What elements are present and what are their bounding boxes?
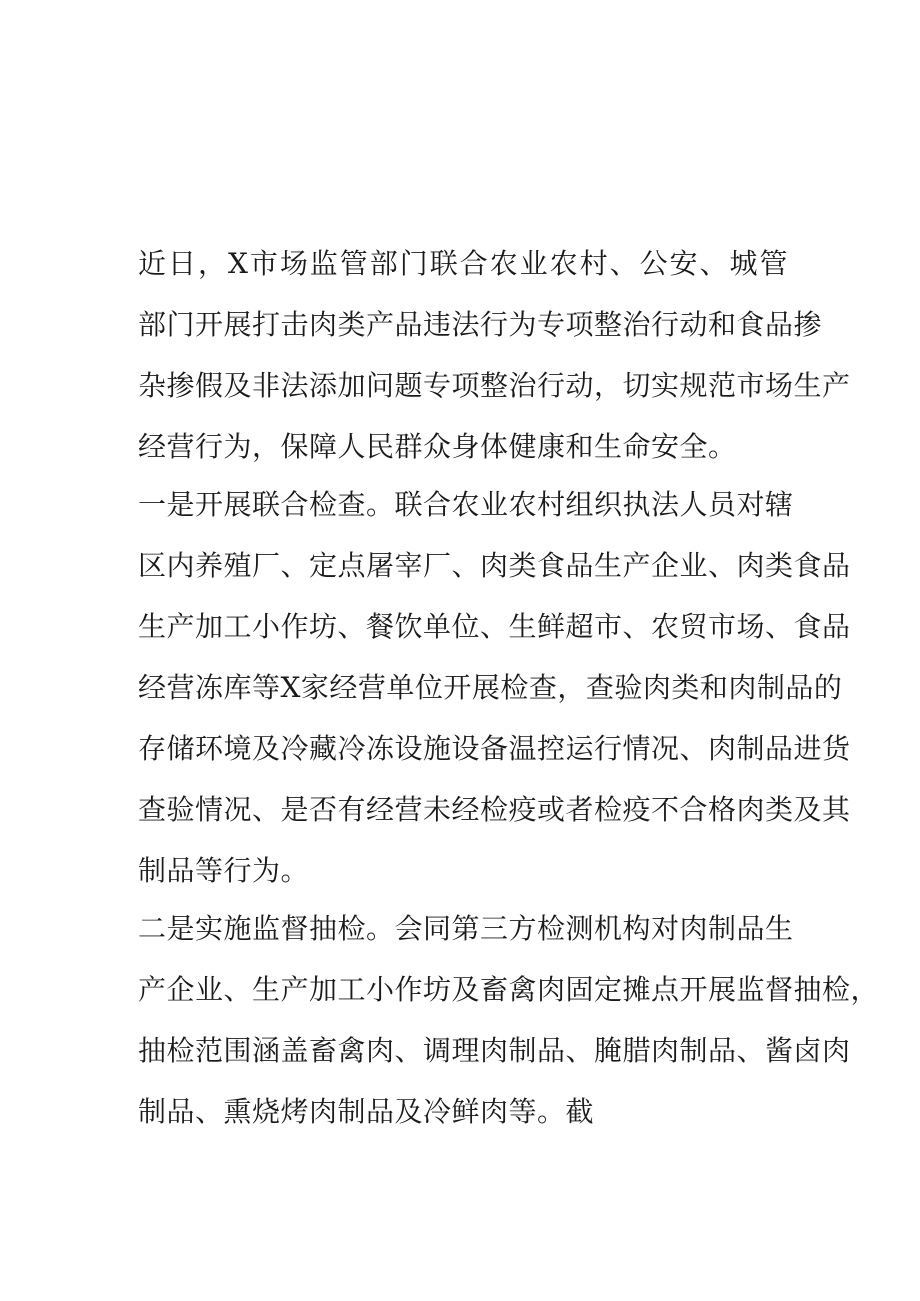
paragraph-joint-inspection <box>138 474 851 901</box>
paragraph-line: 经营冻库等X家经营单位开展检查，查验肉类和肉制品的 <box>138 671 843 704</box>
paragraph-line: 近日，X市场监管部门联合农业农村、公安、城管 <box>138 247 788 280</box>
paragraph-supervision-sampling <box>138 898 880 1142</box>
paragraph-line: 杂掺假及非法添加问题专项整治行动，切实规范市场生产 <box>138 369 851 402</box>
paragraph-line: 制品、熏烧烤肉制品及冷鲜肉等。截 <box>138 1095 595 1128</box>
paragraph-line: 抽检范围涵盖畜禽肉、调理肉制品、腌腊肉制品、酱卤肉 <box>138 1034 851 1067</box>
paragraph-line: 一是开展联合检查。联合农业农村组织执法人员对辖 <box>138 488 794 521</box>
paragraph-line: 部门开展打击肉类产品违法行为专项整治行动和食品掺 <box>138 308 823 341</box>
paragraph-line: 存储环境及冷藏冷冻设施设备温控运行情况、肉制品进货 <box>138 732 851 765</box>
paragraph-line: 二是实施监督抽检。会同第三方检测机构对肉制品生 <box>138 912 794 945</box>
paragraph-line: 经营行为，保障人民群众身体健康和生命安全。 <box>138 430 737 463</box>
paragraph-line: 制品等行为。 <box>138 854 310 887</box>
paragraph-line: 区内养殖厂、定点屠宰厂、肉类食品生产企业、肉类食品 <box>138 549 851 582</box>
paragraph-line: 查验情况、是否有经营未经检疫或者检疫不合格肉类及其 <box>138 793 851 826</box>
paragraph-line: 生产加工小作坊、餐饮单位、生鲜超市、农贸市场、食品 <box>138 610 851 643</box>
paragraph-line: 产企业、生产加工小作坊及畜禽肉固定摊点开展监督抽检， <box>138 973 880 1006</box>
paragraph-intro <box>138 233 851 477</box>
